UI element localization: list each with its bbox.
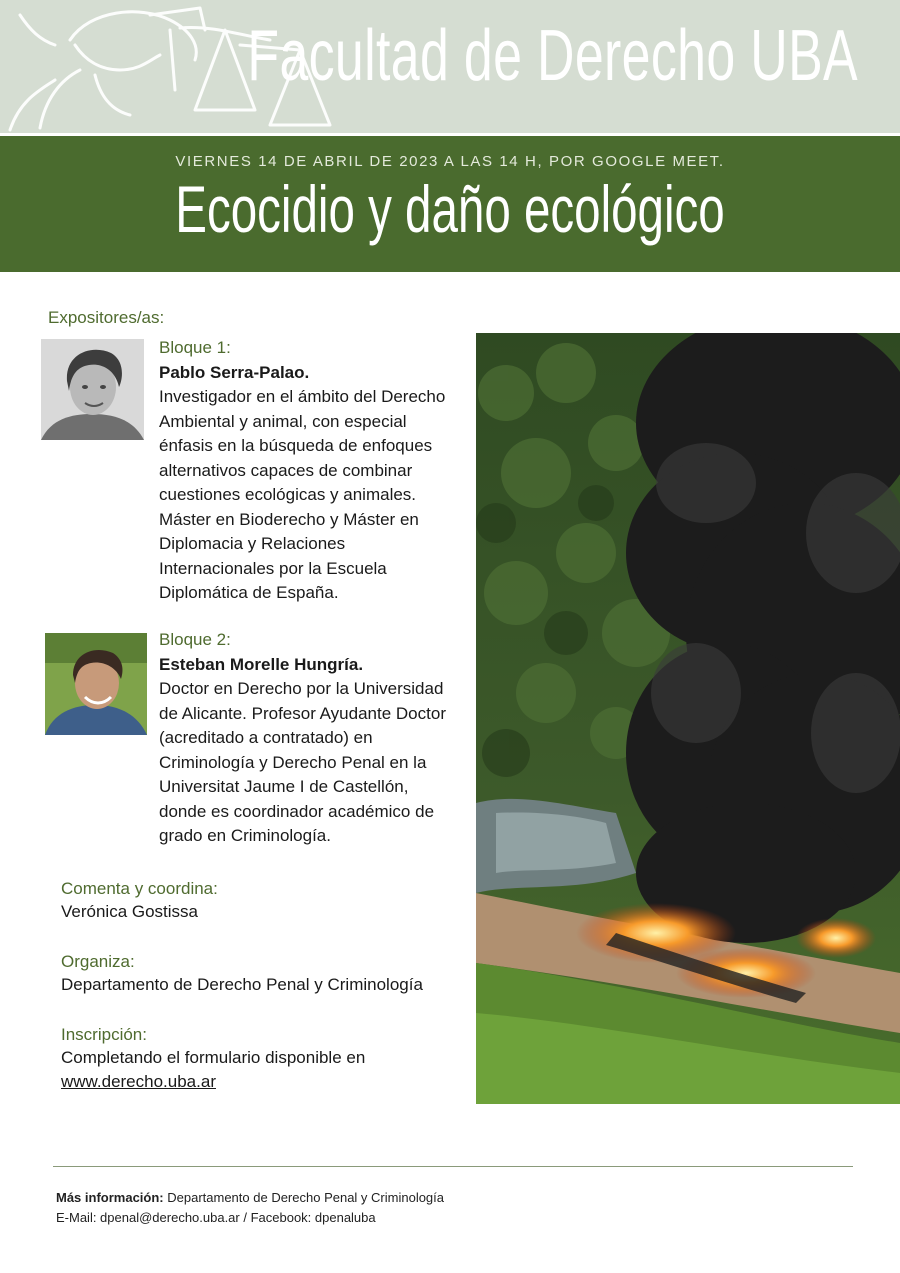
speaker-2-details (159, 628, 459, 849)
speaker-1-name: Pablo Serra-Palao. (159, 362, 310, 382)
speaker-2-photo (45, 633, 147, 735)
speaker-2-bio: Doctor en Derecho por la Universidad de Alicante. Profesor Ayudante Doctor (acreditado a contratado) en Criminología y Derecho Penal en la Universitat Jaume I de Castellón, donde es coordinador académico de grado en Criminología. (159, 679, 446, 845)
speaker-1-photo (41, 339, 144, 440)
coordinator-name: Verónica Gostissa (61, 902, 199, 921)
speaker-1-bio: Investigador en el ámbito del Derecho Ambiental y animal, con especial énfasis en la búsqueda de enfoques alternativos capaces de combinar cuestiones ecológicas y animales. Máster en Bioderecho y Máster en Diplomacia y Relaciones Internacionales por la Escuela Diplomática de España. (159, 387, 446, 602)
ecological-fire-photo (476, 333, 900, 1104)
footer-more-info-value: Departamento de Derecho Penal y Criminología (167, 1190, 445, 1205)
footer-contact: E-Mail: dpenal@derecho.uba.ar / Facebook: dpenaluba (56, 1210, 376, 1225)
speaker-1-block: Bloque 1: (159, 338, 231, 357)
speaker-2-name: Esteban Morelle Hungría. (159, 654, 364, 674)
footer-more-info-label: Más información: (56, 1190, 164, 1205)
speaker-1-details (159, 336, 459, 606)
speakers-heading: Expositores/as: (48, 308, 165, 327)
coordination-label: Comenta y coordina: (61, 879, 218, 898)
footer-divider (53, 1166, 853, 1167)
header-band (0, 0, 900, 133)
organizer-name: Departamento de Derecho Penal y Criminología (61, 975, 423, 994)
registration-label: Inscripción: (61, 1025, 147, 1044)
registration-link[interactable]: www.derecho.uba.ar (61, 1072, 216, 1091)
organizer-label: Organiza: (61, 952, 135, 971)
event-banner (0, 136, 900, 272)
event-title: Ecocidio y daño ecológico (175, 172, 725, 246)
footer-more-info (56, 1190, 444, 1205)
registration-text: Completando el formulario disponible en (61, 1048, 366, 1067)
faculty-title: Facultad de Derecho UBA (247, 16, 858, 96)
speaker-2-block: Bloque 2: (159, 630, 231, 649)
event-date: VIERNES 14 DE ABRIL DE 2023 A LAS 14 H, POR GOOGLE MEET. (175, 153, 725, 170)
